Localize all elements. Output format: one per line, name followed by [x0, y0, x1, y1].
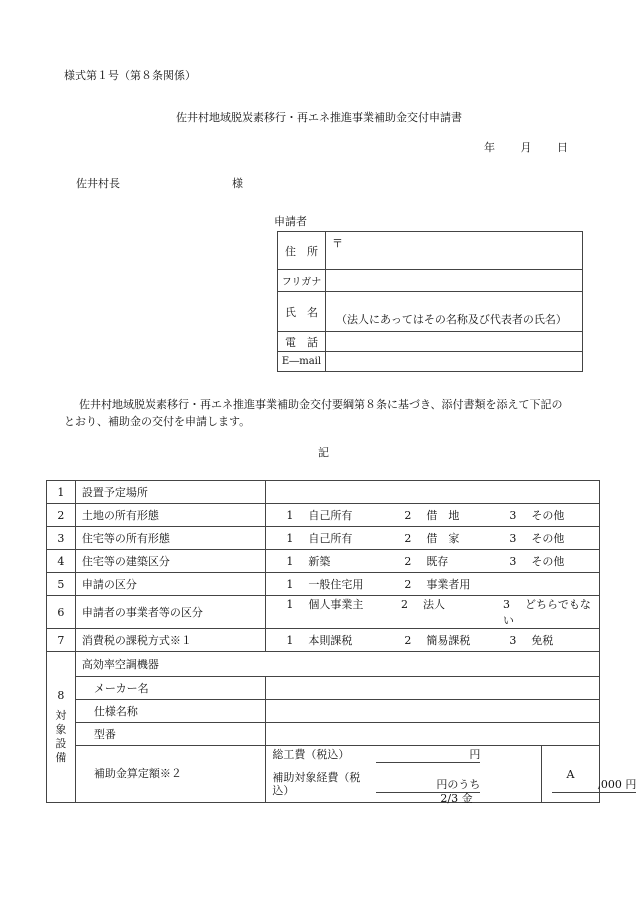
furigana-field[interactable]: [326, 270, 583, 292]
body-text-line-1: 佐井村地域脱炭素移行・再エネ推進事業補助金交付要綱第８条に基づき、添付書類を添えて下記の: [79, 398, 563, 411]
addressee-honorific: 様: [232, 177, 243, 190]
table-row: [47, 504, 600, 527]
table-row: [47, 629, 600, 652]
address-label: 住 所: [278, 232, 326, 270]
page-title: 佐井村地域脱炭素移行・再エネ推進事業補助金交付申請書: [176, 111, 462, 124]
options-cell[interactable]: [266, 596, 600, 629]
calc-area: [266, 746, 636, 805]
option[interactable]: 1 自己所有: [286, 509, 353, 522]
name-field[interactable]: [326, 292, 583, 332]
option[interactable]: 3 どちらでもない: [502, 598, 591, 627]
option[interactable]: 3 その他: [509, 555, 565, 568]
row-label: 住宅等の建築区分: [75, 550, 266, 573]
name-note: （法人にあってはその名称及び代表者の氏名）: [336, 313, 567, 326]
name-label: 氏 名: [278, 292, 326, 332]
row-number: 4: [47, 550, 76, 573]
table-row: [47, 527, 600, 550]
equipment-number: 8: [57, 689, 65, 702]
eligible-field[interactable]: 円のうち: [376, 776, 480, 793]
date-day: 日: [557, 141, 568, 154]
options-cell[interactable]: [266, 550, 600, 573]
row-number: 7: [47, 629, 76, 652]
option[interactable]: 1 一般住宅用: [286, 578, 364, 591]
date-year: 年: [484, 141, 495, 154]
date-month: 月: [520, 141, 532, 154]
phone-field[interactable]: [326, 332, 583, 352]
ki-heading: 記: [318, 446, 329, 459]
row-number: 1: [47, 481, 76, 504]
a-mark: A: [541, 746, 599, 803]
calc-label: 補助金算定額※２: [75, 746, 266, 803]
equipment-section-label: 8 対 象 設 備: [47, 652, 76, 803]
row-number: 2: [47, 504, 76, 527]
equipment-heading: 高効率空調機器: [75, 652, 599, 677]
table-row: [47, 573, 600, 596]
maker-field[interactable]: [266, 677, 600, 700]
option[interactable]: 2 事業者用: [404, 578, 471, 591]
option[interactable]: 2 借 地: [404, 509, 460, 522]
email-field[interactable]: [326, 352, 583, 372]
body-text-line-2: とおり、補助金の交付を申請します。: [64, 415, 251, 428]
address-field[interactable]: [326, 232, 583, 270]
applicant-heading: 申請者: [274, 215, 307, 228]
date-line: [484, 139, 568, 155]
option[interactable]: 3 その他: [509, 532, 565, 545]
option[interactable]: 1 新築: [286, 555, 331, 568]
option[interactable]: 2 借 家: [404, 532, 460, 545]
option[interactable]: 3 免税: [509, 634, 554, 647]
two-thirds-label: 2/3 金: [440, 792, 473, 805]
row-label: 申請の区分: [75, 573, 266, 596]
row-label: 設置予定場所: [75, 481, 266, 504]
option[interactable]: 3 その他: [509, 509, 565, 522]
option[interactable]: 1 自己所有: [286, 532, 353, 545]
model-label: 型番: [75, 723, 266, 746]
row-number: 6: [47, 596, 76, 629]
option[interactable]: 1 本則課税: [286, 634, 353, 647]
row-label: 土地の所有形態: [75, 504, 266, 527]
maker-label: メーカー名: [75, 677, 266, 700]
row-label: 消費税の課税方式※１: [75, 629, 266, 652]
option[interactable]: 1 個人事業主: [286, 598, 364, 611]
total-cost-label: 総工費（税込）: [272, 748, 350, 761]
addressee-name: 佐井村長: [76, 177, 120, 190]
furigana-label: フリガナ: [278, 270, 326, 292]
options-cell[interactable]: [266, 629, 600, 652]
eligible-label: 補助対象経費（税込）: [272, 771, 361, 797]
row-label: 住宅等の所有形態: [75, 527, 266, 550]
phone-label: 電 話: [278, 332, 326, 352]
total-cost-field[interactable]: 円: [376, 746, 480, 763]
subsidy-field[interactable]: ,000 円: [552, 776, 636, 793]
option[interactable]: 2 法人: [401, 598, 446, 611]
row-number: 3: [47, 527, 76, 550]
location-field[interactable]: [266, 481, 600, 504]
table-row: [47, 550, 600, 573]
email-label: E―mail: [278, 352, 326, 372]
options-cell[interactable]: [266, 504, 600, 527]
row-label: 申請者の事業者等の区分: [75, 596, 266, 629]
options-cell[interactable]: [266, 573, 600, 596]
applicant-table: [277, 231, 583, 372]
row-number: 5: [47, 573, 76, 596]
model-field[interactable]: [266, 723, 600, 746]
spec-field[interactable]: [266, 700, 600, 723]
option[interactable]: 2 既存: [404, 555, 449, 568]
table-row: [47, 596, 600, 629]
options-cell[interactable]: [266, 527, 600, 550]
form-number: 様式第１号（第８条関係）: [64, 69, 196, 82]
postal-mark: 〒: [332, 237, 343, 250]
spec-label: 仕様名称: [75, 700, 266, 723]
option[interactable]: 2 簡易課税: [404, 634, 471, 647]
details-table: [46, 480, 636, 805]
